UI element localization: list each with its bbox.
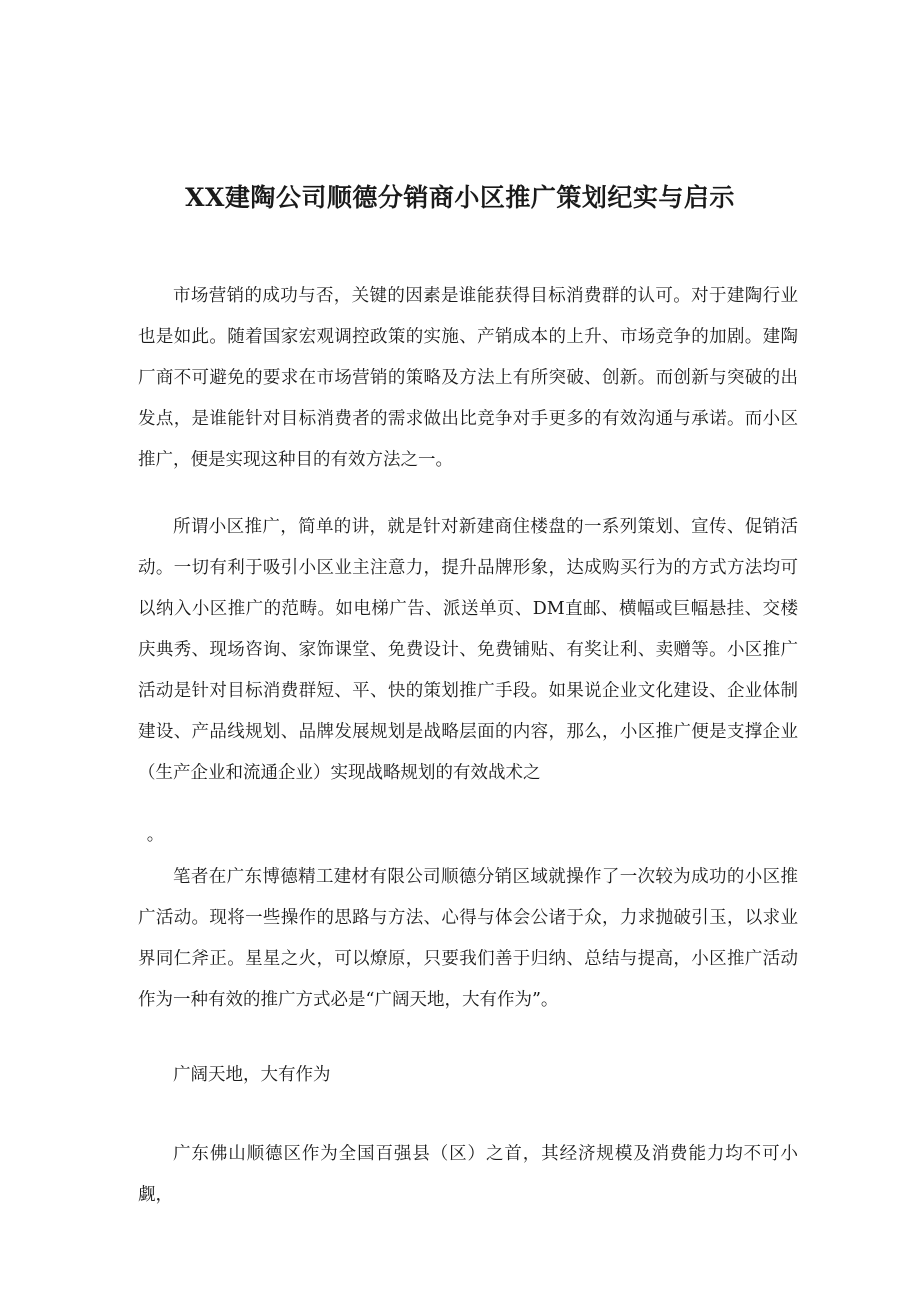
paragraph-definition: 所谓小区推广，简单的讲，就是针对新建商住楼盘的一系列策划、宣传、促销活动。一切有利于吸引小区业主注意力，提升品牌形象，达成购买行为的方式方法均可以纳入小区推广的范畴。如电梯广告、派送单页、DM直邮、横幅或巨幅悬挂、交楼庆典秀、现场咨询、家饰课堂、免费设计、免费铺贴、有奖让利、卖赠等。小区推广活动是针对目标消费群短、平、快的策划推广手段。如果说企业文化建设、企业体制建设、产品线规划、品牌发展规划是战略层面的内容，那么，小区推广便是支撑企业（生产企业和流通企业）实现战略规划的有效战术之 bbox=[138, 517, 798, 783]
paragraph-intro: 市场营销的成功与否，关键的因素是谁能获得目标消费群的认可。对于建陶行业也是如此。随着国家宏观调控政策的实施、产销成本的上升、市场竞争的加剧。建陶厂商不可避免的要求在市场营销的策略及方法上有所突破、创新。而创新与突破的出发点，是谁能针对目标消费者的需求做出比竞争对手更多的有效沟通与承诺。而小区推广，便是实现这种目的有效方法之一。 bbox=[138, 286, 798, 470]
paragraph-author-experience: 笔者在广东博德精工建材有限公司顺德分销区域就操作了一次较为成功的小区推广活动。现将一些操作的思路与方法、心得与体会公诸于众，力求抛破引玉，以求业界同仁斧正。星星之火，可以燎原，只要我们善于归纳、总结与提高，小区推广活动作为一种有效的推广方式必是“广阔天地，大有作为”。 bbox=[138, 867, 798, 1010]
section-heading: 广阔天地，大有作为 bbox=[173, 1065, 331, 1085]
paragraph-shunde: 广东佛山顺德区作为全国百强县（区）之首，其经济规模及消费能力均不可小觑， bbox=[138, 1144, 798, 1205]
paragraph-fragment: 。 bbox=[146, 825, 165, 845]
document-title: XX建陶公司顺德分销商小区推广策划纪实与启示 bbox=[185, 183, 735, 212]
